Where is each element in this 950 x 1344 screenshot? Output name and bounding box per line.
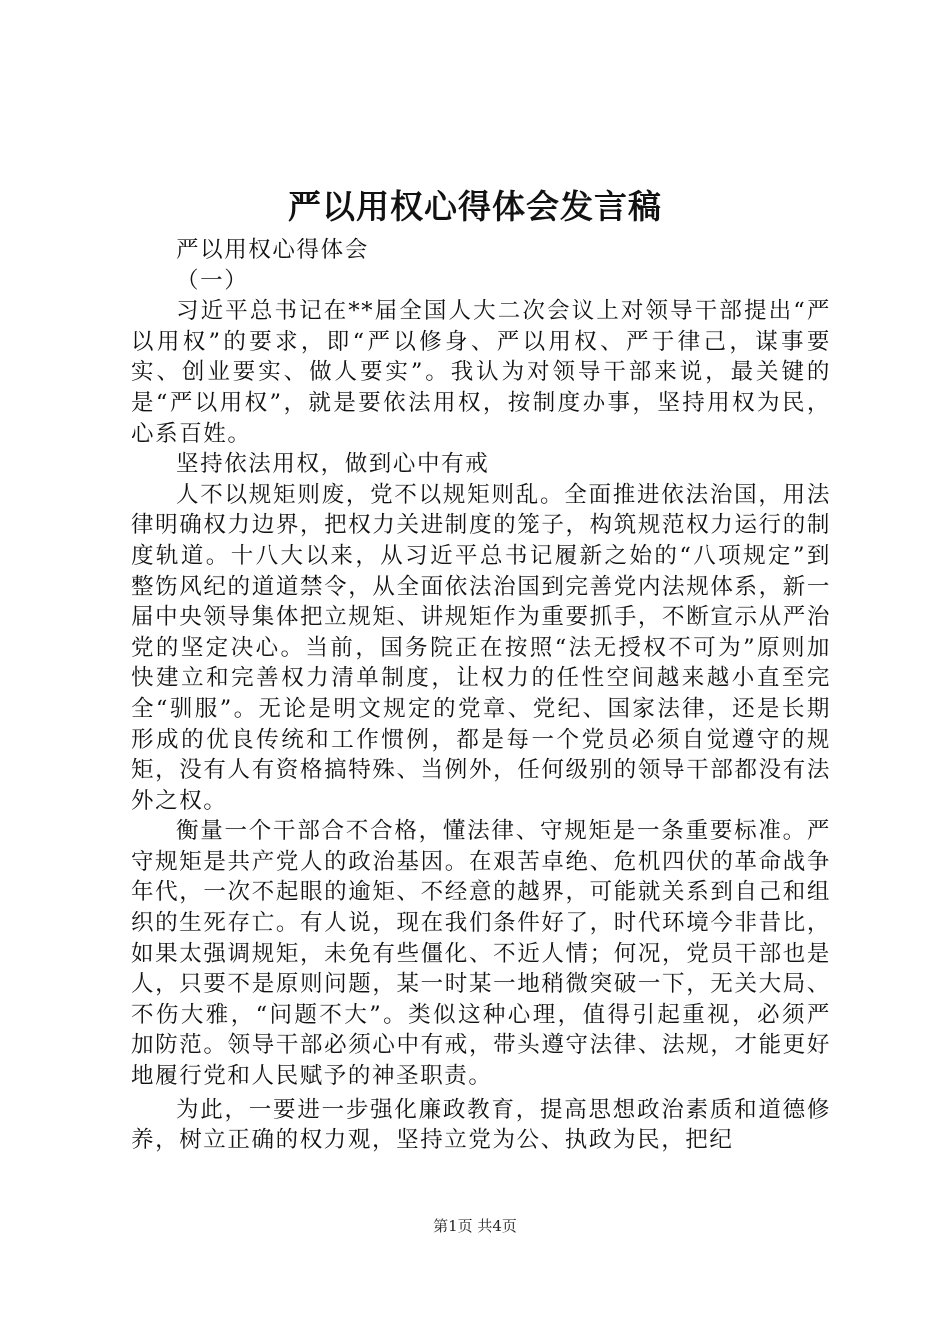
section-number-paragraph: （一） [176, 267, 249, 294]
subtitle-paragraph: 严以用权心得体会 [176, 237, 369, 263]
body-paragraph: 人不以规矩则废，党不以规矩则乱。全面推进依法治国，用法律明确权力边界，把权力关进制度的笼子，构筑规范权力运行的制度轨道。十八大以来，从习近平总书记履新之始的“八项规定”到整饬风纪的道道禁令，从全面依法治国到完善党内法规体系，新一届中央领导集体把立规矩、讲规矩作为重要抓手，不断宣示从严治党的坚定决心。当前，国务院正在按照“法无授权不可为”原则加快建立和完善权力清单制度，让权力的任性空间越来越小直至完全“驯服”。无论是明文规定的党章、党纪、国家法律，还是长期形成的优良传统和工作惯例，都是每一个党员必须自觉遵守的规矩，没有人有资格搞特殊、当例外，任何级别的领导干部都没有法外之权。 [131, 481, 831, 814]
section-heading-paragraph: 坚持依法用权，做到心中有戒 [176, 451, 490, 478]
document-title: 严以用权心得体会发言稿 [288, 187, 662, 226]
page-footer: 第1页 共4页 [433, 1217, 517, 1235]
body-paragraph: 习近平总书记在**届全国人大二次会议上对领导干部提出“严以用权”的要求，即“严以修身、严以用权、严于律己，谋事要实、创业要实、做人要实”。我认为对领导干部来说，最关键的是“严以用权”，就是要依法用权，按制度办事，坚持用权为民，心系百姓。 [131, 298, 831, 447]
document-body [131, 235, 831, 1156]
body-paragraph: 衡量一个干部合不合格，懂法律、守规矩是一条重要标准。严守规矩是共产党人的政治基因。在艰苦卓绝、危机四伏的革命战争年代，一次不起眼的逾矩、不经意的越界，可能就关系到自己和组织的生死存亡。有人说，现在我们条件好了，时代环境今非昔比，如果太强调规矩，未免有些僵化、不近人情；何况，党员干部也是人，只要不是原则问题，某一时某一地稍微突破一下，无关大局、不伤大雅，“问题不大”。类似这种心理，值得引起重视，必须严加防范。领导干部必须心中有戒，带头遵守法律、法规，才能更好地履行党和人民赋予的神圣职责。 [131, 818, 831, 1090]
body-paragraph: 为此，一要进一步强化廉政教育，提高思想政治素质和道德修养，树立正确的权力观，坚持立党为公、执政为民，把纪 [131, 1096, 831, 1154]
